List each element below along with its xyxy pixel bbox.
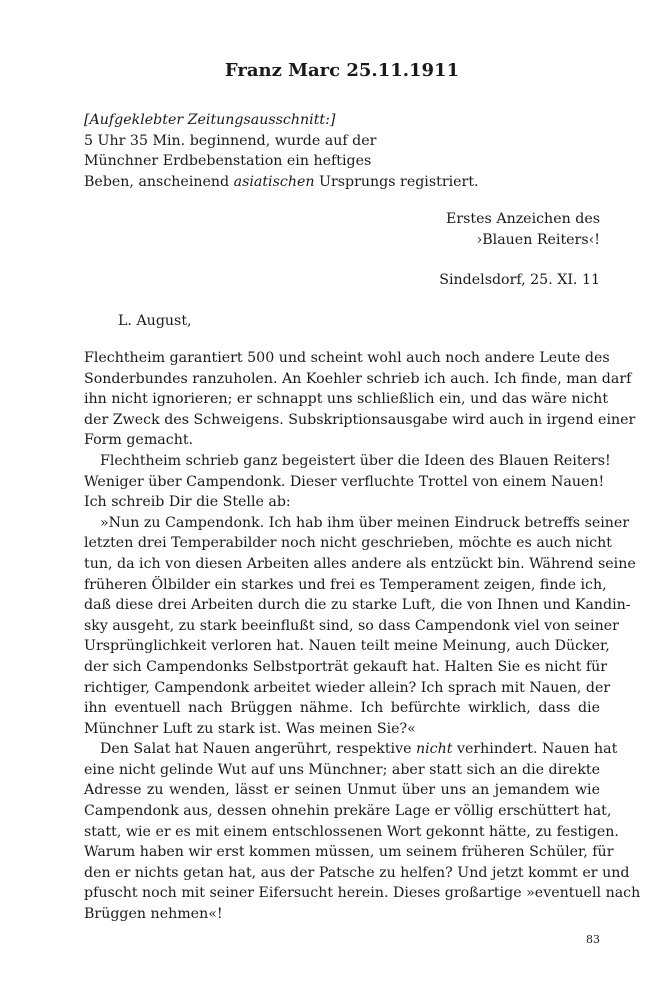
- salutation: L. August,: [118, 313, 192, 329]
- newspaper-clipping: [84, 110, 600, 192]
- text-line: den er nichts getan hat, aus der Patsche zu helfen? Und jetzt kommt er und: [84, 864, 630, 881]
- annotation-line: ›Blauen Reiters‹!: [476, 232, 600, 248]
- text-line: Ursprünglichkeit verloren hat. Nauen teilt meine Meinung, auch Dücker,: [84, 638, 610, 655]
- text-line: Form gemacht.: [84, 432, 194, 449]
- text-line: Sonderbundes ranzuholen. An Koehler schrieb ich auch. Ich finde, man darf: [84, 370, 632, 387]
- text-line: Flechtheim garantiert 500 und scheint wohl auch noch andere Leute des: [84, 350, 610, 366]
- text-line: ihn nicht ignorieren; er schnappt uns schließlich ein, und das wäre nicht: [84, 391, 609, 408]
- clipping-line: 5 Uhr 35 Min. beginnend, wurde auf der: [84, 132, 377, 149]
- text-line: sky ausgeht, zu stark beeinflußt sind, so dass Campendonk viel von seiner: [84, 617, 619, 634]
- clipping-note: [Aufgeklebter Zeitungsausschnitt:]: [84, 112, 336, 128]
- place-date: Sindelsdorf, 25. XI. 11: [439, 272, 600, 288]
- text-line: »Nun zu Campendonk. Ich hab ihm über meinen Eindruck betreffs seiner: [100, 514, 630, 531]
- text-line: Campendonk aus, dessen ohnehin prekäre Lage er völlig erschüttert hat,: [84, 803, 612, 820]
- text-line: Adresse zu wenden, lässt er seinen Unmut über uns an jemandem wie: [84, 782, 600, 799]
- text-line: Warum haben wir erst kommen müssen, um seinem früheren Schüler, für: [84, 844, 614, 861]
- text-line: Weniger über Campendonk. Dieser verfluchte Trottel von einem Nauen!: [84, 473, 605, 490]
- text-line: Flechtheim schrieb ganz begeistert über die Ideen des Blauen Reiters!: [100, 452, 611, 469]
- text-line: daß diese drei Arbeiten durch die zu starke Luft, die von Ihnen und Kandin-: [84, 597, 631, 614]
- text-line: ihn eventuell nach Brüggen nähme. Ich befürchte wirklich, dass die: [84, 700, 600, 717]
- text-line: der sich Campendonks Selbstporträt gekauft hat. Halten Sie es nicht für: [84, 658, 608, 675]
- clipping-line: Beben, anscheinend asiatischen Ursprungs registriert.: [84, 173, 479, 190]
- clipping-line: Münchner Erdbebenstation ein heftiges: [84, 153, 372, 170]
- text-line: der Zweck des Schweigens. Subskriptionsausgabe wird auch in irgend einer: [84, 411, 636, 428]
- text-line: Brüggen nehmen«!: [84, 906, 223, 923]
- text-line: eine nicht gelinde Wut auf uns Münchner; aber statt sich an die direkte: [84, 761, 601, 778]
- text-line: Münchner Luft zu stark ist. Was meinen Sie?«: [84, 720, 416, 737]
- letter-title: Franz Marc 25.11.1911: [224, 60, 460, 81]
- text-line: tun, da ich von diesen Arbeiten alles andere als entzückt bin. Während seine: [84, 555, 636, 572]
- annotation-line: Erstes Anzeichen des: [446, 211, 600, 227]
- letter-body: [84, 348, 641, 925]
- text-line: früheren Ölbilder ein starkes und frei es Temperament zeigen, finde ich,: [84, 576, 607, 593]
- text-line: statt, wie er es mit einem entschlossenen Wort gekonnt hätte, zu festigen.: [84, 823, 619, 840]
- text-line: letzten drei Temperabilder noch nicht geschrieben, möchte es auch nicht: [84, 535, 612, 552]
- text-line: richtiger, Campendonk arbeitet wieder allein? Ich sprach mit Nauen, der: [84, 679, 611, 696]
- text-line: pfuscht noch mit seiner Eifersucht herein. Dieses großartige »eventuell nach: [84, 885, 641, 902]
- text-line: Den Salat hat Nauen angerührt, respektive nicht verhindert. Nauen hat: [100, 741, 618, 758]
- page-number: 83: [586, 933, 600, 946]
- text-line: Ich schreib Dir die Stelle ab:: [84, 494, 291, 511]
